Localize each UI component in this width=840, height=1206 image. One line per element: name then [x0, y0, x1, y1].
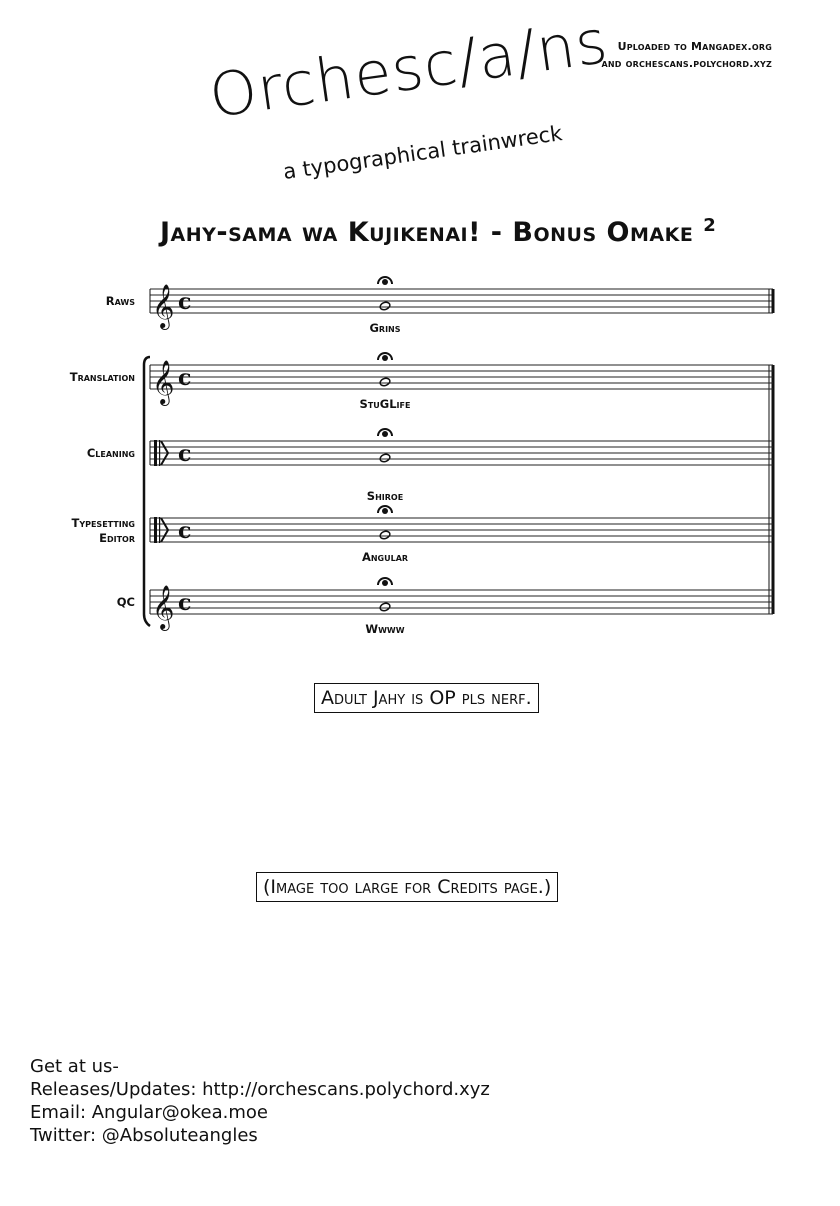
whole-note — [379, 377, 391, 387]
staff-role-label: Cleaning — [86, 446, 135, 460]
staff-member-name: Grins — [369, 321, 401, 335]
staff-member-name: StuGLife — [359, 397, 411, 411]
contact-info — [30, 1055, 490, 1147]
contact-email[interactable]: Email: Angular@okea.moe — [30, 1102, 268, 1123]
group-tagline: a typographical trainwreck — [281, 121, 564, 184]
whole-note — [379, 301, 391, 311]
time-signature: c — [178, 590, 192, 616]
staff-role-label: Translation — [69, 370, 135, 384]
fermata-dot — [382, 580, 388, 586]
whole-note — [379, 453, 391, 463]
fermata-dot — [382, 355, 388, 361]
fermata-dot — [382, 431, 388, 437]
alto-clef-icon — [159, 517, 160, 543]
work-title-text: Jahy-sama wa Kujikenai! - Bonus Omake — [160, 217, 694, 248]
staff-role-label: QC — [116, 595, 135, 609]
treble-clef-icon: 𝄞 — [152, 585, 175, 629]
alto-clef-icon — [154, 440, 157, 466]
staff-bracket — [144, 357, 150, 626]
credits-box: (Image too large for Credits page.) — [256, 872, 558, 902]
staff-member-name: Shiroe — [366, 489, 404, 503]
group-logo: Orchesc/a/ns — [205, 6, 613, 133]
fermata-dot — [382, 279, 388, 285]
staff-role-label: Raws — [105, 294, 135, 308]
time-signature: c — [178, 289, 192, 315]
staff-member-name: Wwww — [365, 622, 405, 636]
contact-heading: Get at us- — [30, 1056, 119, 1077]
upload-note-line-2: and orchescans.polychord.xyz — [601, 57, 772, 70]
whole-note — [379, 530, 391, 540]
work-title-number: 2 — [703, 215, 717, 236]
contact-twitter[interactable]: Twitter: @Absoluteangles — [30, 1125, 258, 1146]
alto-clef-icon — [159, 440, 160, 466]
contact-releases[interactable]: Releases/Updates: http://orchescans.polychord.xyz — [30, 1079, 490, 1100]
staff-member-name: Angular — [361, 550, 409, 564]
whole-note — [379, 602, 391, 612]
time-signature: c — [178, 365, 192, 391]
upload-note-line-1: Uploaded to Mangadex.org — [617, 40, 772, 53]
time-signature: c — [178, 518, 192, 544]
note-box: Adult Jahy is OP pls nerf. — [314, 683, 539, 713]
treble-clef-icon: 𝄞 — [152, 284, 175, 328]
fermata-dot — [382, 508, 388, 514]
time-signature: c — [178, 441, 192, 467]
alto-clef-icon — [154, 517, 157, 543]
treble-clef-icon: 𝄞 — [152, 360, 175, 404]
staff-role-label: Typesetting Editor — [71, 516, 135, 545]
